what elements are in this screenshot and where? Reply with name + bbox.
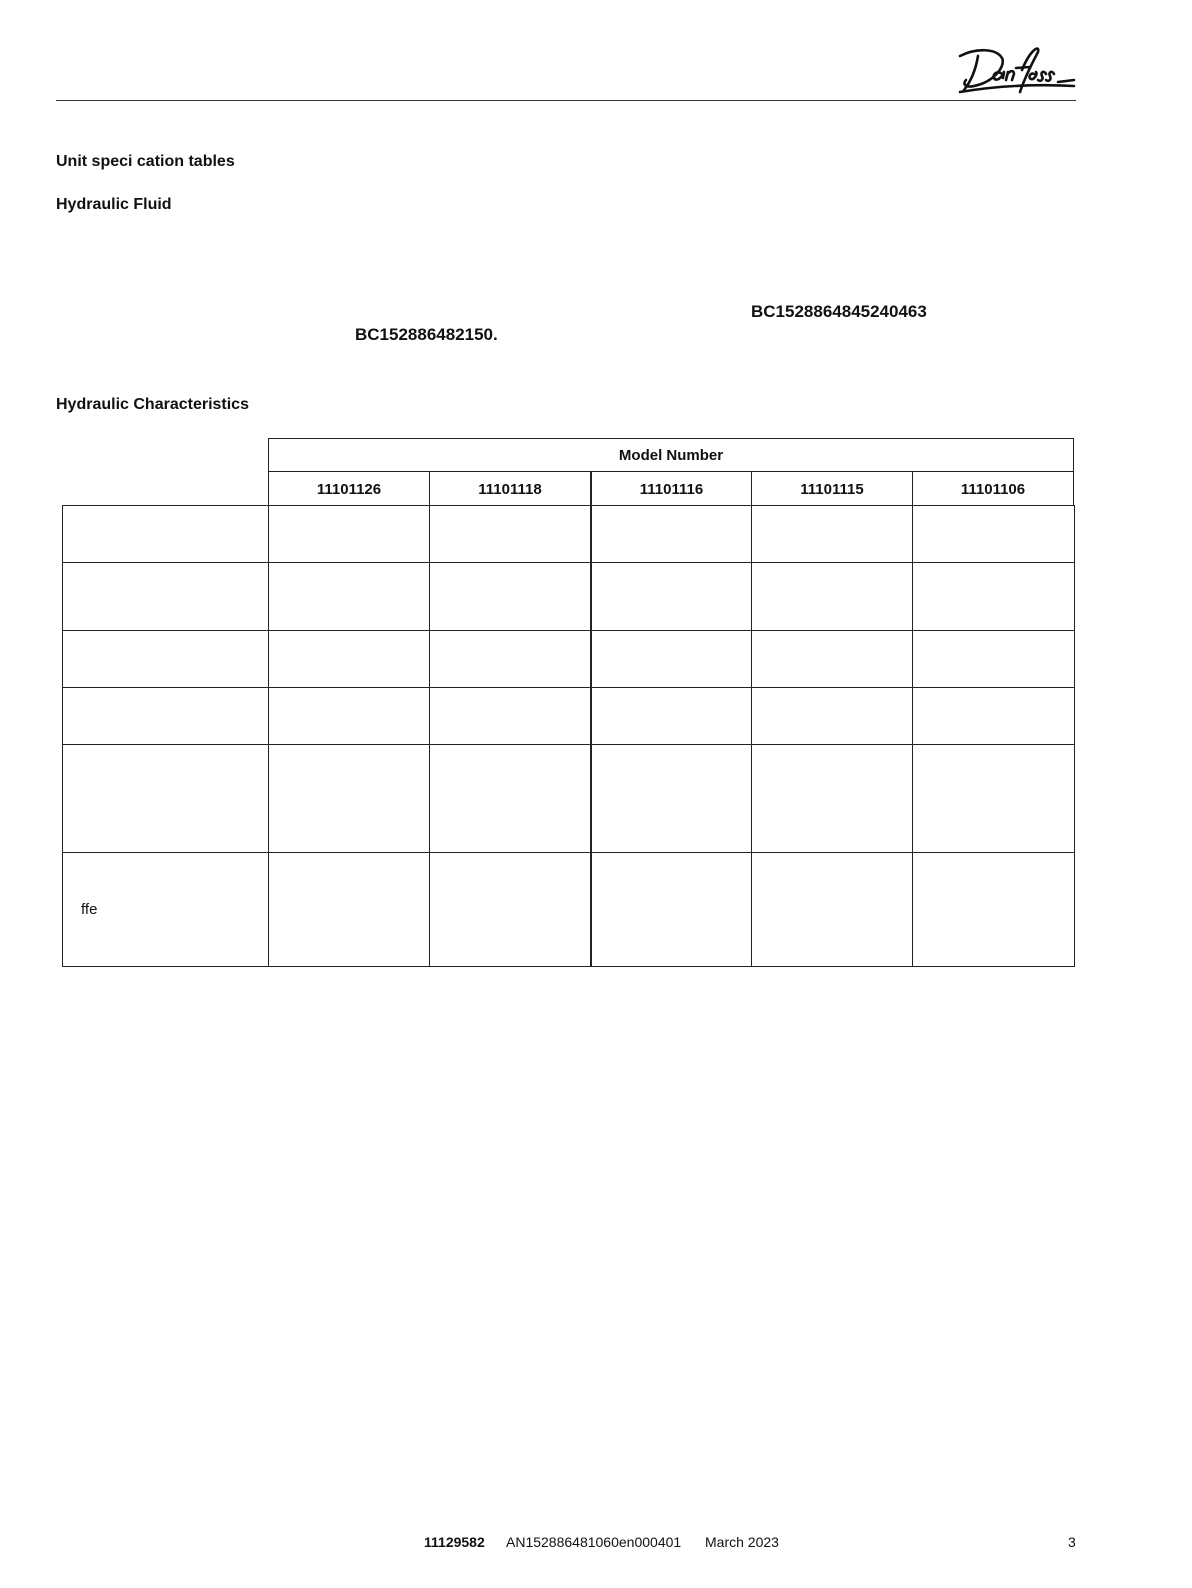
column-header: 11101115 [751,472,912,506]
table-cell [269,745,430,853]
table-cell [913,506,1075,563]
table-cell [430,506,591,563]
footer-doc-id: AN152886481060en000401 [506,1534,682,1550]
table-cell [752,745,913,853]
reference-code-2: BC152886482150. [355,325,498,344]
row-label [63,506,269,563]
table-cell [913,688,1075,745]
table-cell [591,506,752,563]
reference-code-1: BC1528864845240463 [751,302,927,321]
table-cell [269,853,430,967]
table-cell [269,631,430,688]
table-cell [591,853,752,967]
table-cell [913,631,1075,688]
table-cell [752,853,913,967]
row-label [63,631,269,688]
column-header: 11101126 [268,472,429,506]
column-header: 11101116 [590,472,751,506]
table-row [63,688,1075,745]
table-cell [430,563,591,631]
table-cell [591,563,752,631]
table-cell [752,563,913,631]
row-label [63,688,269,745]
model-columns-row [268,471,1074,506]
model-number-header: Model Number [268,438,1074,471]
footer-date: March 2023 [705,1534,779,1550]
column-header: 11101106 [912,472,1074,506]
table-cell [591,745,752,853]
table-cell [913,853,1075,967]
row-label [63,745,269,853]
danfoss-logo [956,40,1080,96]
table-cell [269,563,430,631]
table-cell [913,745,1075,853]
table-cell [591,688,752,745]
table-cell [752,631,913,688]
column-header: 11101118 [429,472,590,506]
hydraulic-characteristics-heading: Hydraulic Characteristics [56,396,249,413]
table-cell [752,688,913,745]
table-cell [430,631,591,688]
header-rule [56,100,1076,101]
table-row [63,745,1075,853]
footer-doc-number: 11129582 [424,1534,485,1550]
table-cell [752,506,913,563]
section-title: Unit speci cation tables [56,153,235,170]
table-row [63,506,1075,563]
row-label [63,563,269,631]
row-label: ffe [63,853,269,967]
table-row [63,853,1075,967]
table-cell [430,688,591,745]
table-cell [430,745,591,853]
table-cell [591,631,752,688]
table-cell [430,853,591,967]
table-cell [269,506,430,563]
table-row [63,631,1075,688]
page-number: 3 [1068,1534,1076,1550]
hydraulic-characteristics-table [62,505,1075,967]
table-cell [913,563,1075,631]
table-cell [269,688,430,745]
table-row [63,563,1075,631]
hydraulic-fluid-heading: Hydraulic Fluid [56,196,172,213]
